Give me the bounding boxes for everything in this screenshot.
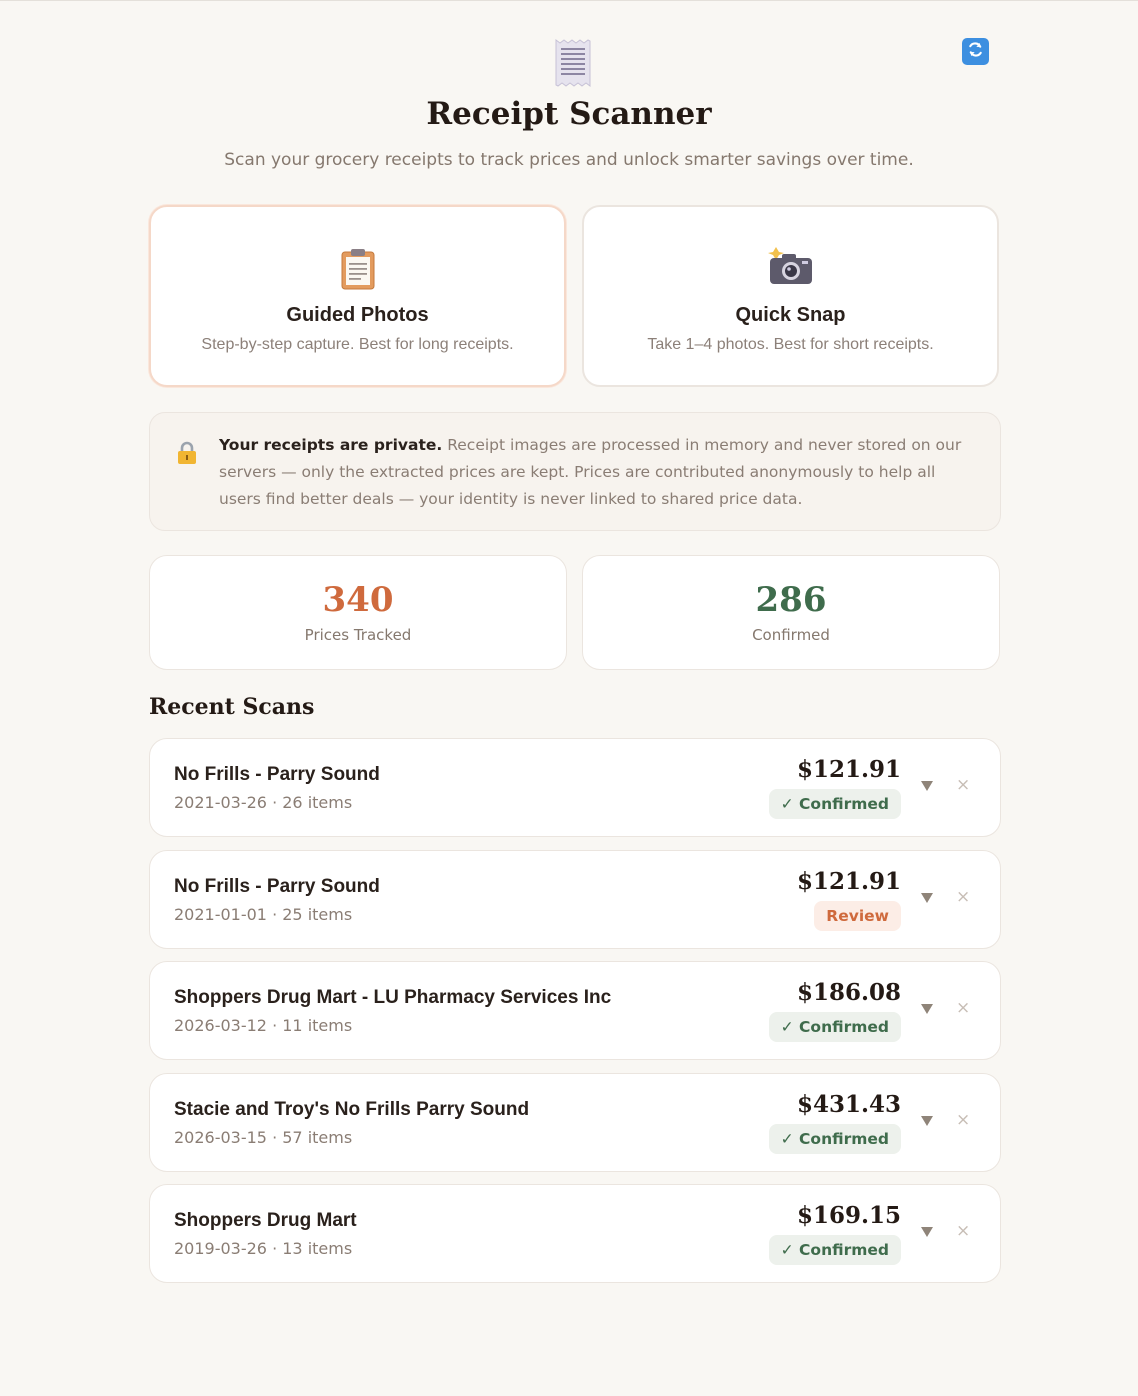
status-badge: Review — [814, 901, 901, 931]
status-badge: ✓ Confirmed — [769, 1012, 901, 1042]
stat-prices-tracked — [149, 555, 567, 670]
scan-total: $121.91 — [796, 756, 901, 783]
scan-meta: 2021-01-01 · 25 items — [174, 905, 353, 924]
camera-flash-icon — [768, 247, 814, 289]
stat-value: 286 — [755, 580, 827, 620]
scan-row[interactable] — [149, 850, 1001, 949]
scan-store-name: Shoppers Drug Mart - LU Pharmacy Services Inc — [174, 987, 612, 1008]
caret-down-icon[interactable] — [920, 1225, 934, 1239]
caret-down-icon[interactable] — [920, 1002, 934, 1016]
scan-row[interactable] — [149, 1073, 1001, 1172]
scan-total: $121.91 — [796, 868, 901, 895]
scan-meta: 2019-03-26 · 13 items — [174, 1239, 353, 1258]
close-icon[interactable]: × — [956, 1221, 971, 1241]
guided-photos-description: Step-by-step capture. Best for long receipts. — [201, 336, 514, 353]
privacy-notice — [149, 412, 1001, 531]
scan-row[interactable] — [149, 738, 1001, 837]
scan-meta: 2021-03-26 · 26 items — [174, 793, 353, 812]
caret-down-icon[interactable] — [920, 891, 934, 905]
refresh-button[interactable] — [962, 38, 989, 65]
privacy-body: Receipt images are processed in memory and never stored on our servers — only the extracted prices are kept. Prices are contributed anonymously to help all users find better deals — your identity is never linked to shared price data. — [219, 436, 962, 508]
privacy-bold: Your receipts are private. — [219, 436, 443, 454]
close-icon[interactable]: × — [956, 998, 971, 1018]
receipt-icon — [552, 38, 594, 88]
status-badge: ✓ Confirmed — [769, 789, 901, 819]
scan-store-name: Stacie and Troy's No Frills Parry Sound — [174, 1099, 530, 1120]
close-icon[interactable]: × — [956, 775, 971, 795]
caret-down-icon[interactable] — [920, 779, 934, 793]
scan-total: $186.08 — [796, 979, 901, 1006]
lock-icon — [176, 441, 198, 469]
quick-snap-button[interactable] — [582, 205, 999, 387]
scan-total: $431.43 — [796, 1091, 901, 1118]
scan-meta: 2026-03-12 · 11 items — [174, 1016, 353, 1035]
top-divider — [0, 0, 1138, 1]
page-subtitle: Scan your grocery receipts to track prices and unlock smarter savings over time. — [224, 150, 914, 170]
stat-label: Prices Tracked — [304, 626, 412, 644]
guided-photos-button[interactable] — [149, 205, 566, 387]
scan-row[interactable] — [149, 961, 1001, 1060]
scan-store-name: No Frills - Parry Sound — [174, 876, 380, 897]
scan-store-name: Shoppers Drug Mart — [174, 1210, 357, 1231]
close-icon[interactable]: × — [956, 887, 971, 907]
status-badge: ✓ Confirmed — [769, 1124, 901, 1154]
quick-snap-title: Quick Snap — [735, 304, 846, 326]
stat-confirmed — [582, 555, 1000, 670]
stat-label: Confirmed — [752, 626, 830, 644]
caret-down-icon[interactable] — [920, 1114, 934, 1128]
page-title: Receipt Scanner — [426, 96, 712, 132]
guided-photos-title: Guided Photos — [286, 304, 429, 326]
scan-total: $169.15 — [796, 1202, 901, 1229]
scan-meta: 2026-03-15 · 57 items — [174, 1128, 353, 1147]
clipboard-icon — [340, 247, 376, 295]
refresh-icon — [966, 40, 985, 63]
recent-scans-heading: Recent Scans — [149, 694, 315, 720]
close-icon[interactable]: × — [956, 1110, 971, 1130]
scan-store-name: No Frills - Parry Sound — [174, 764, 380, 785]
scan-row[interactable] — [149, 1184, 1001, 1283]
status-badge: ✓ Confirmed — [769, 1235, 901, 1265]
privacy-text — [219, 432, 979, 513]
stat-value: 340 — [322, 580, 394, 620]
quick-snap-description: Take 1–4 photos. Best for short receipts. — [647, 336, 934, 353]
